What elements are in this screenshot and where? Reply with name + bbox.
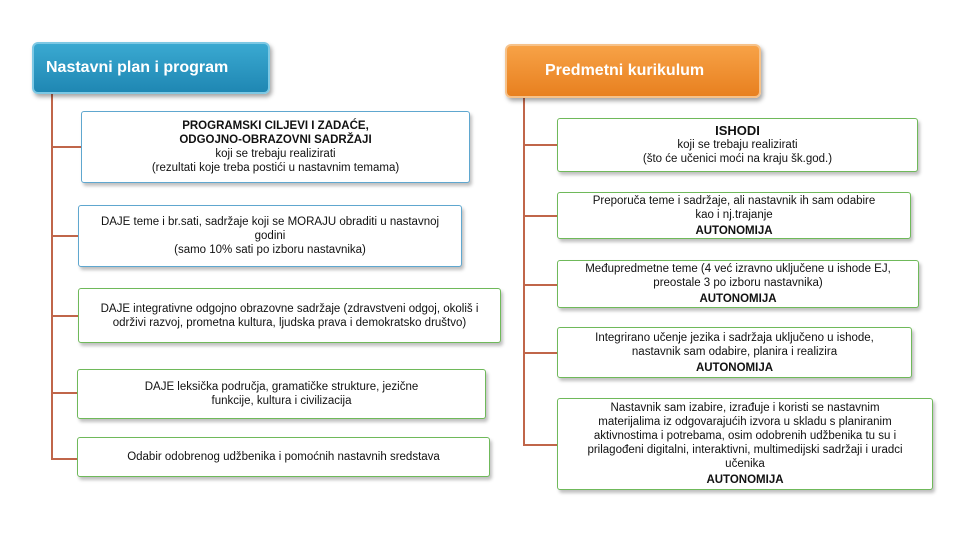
right-box-integrirano <box>557 327 912 378</box>
right-branch-2 <box>523 215 557 217</box>
right-box-ishodi-title: ISHODI <box>715 123 760 138</box>
left-box-ciljevi-title2: ODGOJNO-OBRAZOVNI SADRŽAJI <box>179 134 372 146</box>
right-box-medjupredmetne <box>557 260 919 308</box>
predmetni-kurikulum-header <box>505 44 761 98</box>
left-box-ciljevi <box>81 111 470 183</box>
left-box-integrativne-line1: DAJE integrativne odgojno obrazovne sadržaje (zdravstveni odgoj, okoliš i održivi razvoj, prometna kultura, ljudska prava i demokratsko društvo) <box>100 302 479 329</box>
left-box-integrativne <box>78 288 501 343</box>
right-box-preporuca-autonomija: AUTONOMIJA <box>695 224 773 237</box>
left-box-ciljevi-line2: (rezultati koje treba postići u nastavnim temama) <box>151 162 400 174</box>
left-branch-5 <box>51 458 77 460</box>
left-branch-1 <box>51 146 81 148</box>
right-trunk-line <box>523 98 525 446</box>
right-branch-5 <box>523 444 557 446</box>
right-branch-4 <box>523 352 557 354</box>
right-box-ishodi <box>557 118 918 172</box>
left-box-teme-line1: DAJE teme i br.sati, sadržaje koji se MORAJU obraditi u nastavnoj godini <box>100 216 440 242</box>
right-box-nastavnik-line1: Nastavnik sam izabire, izrađuje i koristi se nastavnim materijalima iz odgovarajućih izvora u skladu s planiranim aktivnostima i potrebama, osim odobrenih udžbenika tu su i prilagođeni digitalni, interaktivni, multimedijski sadržaji i uradci učenika <box>587 402 903 470</box>
left-branch-2 <box>51 235 78 237</box>
left-box-ciljevi-line1: koji se trebaju realizirati <box>215 148 336 160</box>
right-box-nastavnik <box>557 398 933 490</box>
right-box-preporuca-line1: Preporuča teme i sadržaje, ali nastavnik ih sam odabire kao i nj.trajanje <box>592 194 876 221</box>
left-box-udzbenik-line1: Odabir odobrenog udžbenika i pomoćnih nastavnih sredstava <box>127 451 440 463</box>
right-box-ishodi-line1: koji se trebaju realizirati <box>677 139 798 151</box>
right-box-medjupredmetne-line1: Međupredmetne teme (4 već izravno uključene u ishode EJ, preostale 3 po izboru nastavnika) <box>585 263 891 289</box>
right-box-ishodi-line2: (što će učenici moći na kraju šk.god.) <box>642 153 833 165</box>
right-box-integrirano-line1: Integrirano učenje jezika i sadržaja uključeno u ishode, nastavnik sam odabire, planira i realizira <box>595 331 874 358</box>
left-branch-3 <box>51 315 78 317</box>
right-branch-3 <box>523 284 557 286</box>
predmetni-kurikulum-header-label: Predmetni kurikulum <box>545 62 705 79</box>
right-box-medjupredmetne-autonomija: AUTONOMIJA <box>699 293 777 305</box>
left-box-leksicka <box>77 369 486 419</box>
left-box-leksicka-line1: DAJE leksička područja, gramatičke strukture, jezične funkcije, kultura i civilizacija <box>144 381 419 407</box>
left-box-udzbenik <box>77 437 490 477</box>
right-branch-1 <box>523 144 557 146</box>
left-box-ciljevi-title1: PROGRAMSKI CILJEVI I ZADAĆE, <box>182 120 369 132</box>
left-branch-4 <box>51 392 77 394</box>
left-box-teme <box>78 205 462 267</box>
right-box-nastavnik-autonomija: AUTONOMIJA <box>706 474 784 486</box>
left-box-teme-line2: (samo 10% sati po izboru nastavnika) <box>174 244 366 256</box>
nastavni-plan-header <box>32 42 270 94</box>
left-trunk-line <box>51 94 53 459</box>
nastavni-plan-header-label: Nastavni plan i program <box>46 59 229 76</box>
right-box-preporuca <box>557 192 911 239</box>
right-box-integrirano-autonomija: AUTONOMIJA <box>695 361 774 374</box>
